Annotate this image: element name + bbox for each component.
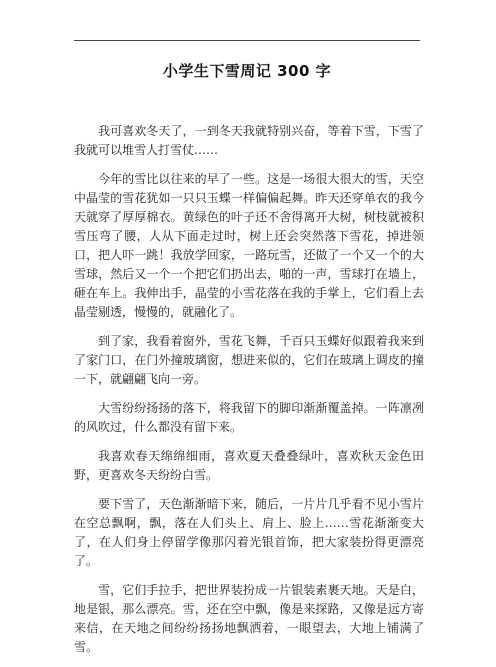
- paragraph: 我可喜欢冬天了，一到冬天我就特别兴奋，等着下雪，下雪了我就可以堆雪人打雪仗……: [74, 124, 424, 157]
- document-title: 小学生下雪周记 300 字: [162, 62, 332, 80]
- paragraph: 雪，它们手拉手，把世界装扮成一片银装素裹天地。天是白，地是银，那么漂亮。雪，还在空中飘，像是来探路，又像是远方寄来信，在天地之间纷纷扬扬地飘洒着，一眼望去，大地上铺满了雪。: [74, 583, 424, 654]
- paragraph: 我喜欢春天绵绵细雨，喜欢夏天叠叠绿叶，喜欢秋天金色田野，更喜欢冬天纷纷白雪。: [74, 449, 424, 482]
- paragraph: 今年的雪比以往来的早了一些。这是一场很大很大的雪，天空中晶莹的雪花犹如一只只玉蝶一样偏偏起舞。昨天还穿单衣的我今天就穿了厚厚棉衣。黄绿色的叶子还不舍得离开大树，树枝就被积雪压弯了腰，人从下面走过时，树上还会突然落下雪花，掉进领口，把人吓一跳！我放学回家，一路玩雪，还做了一个又一个的大雪球，然后又一个一个把它们扔出去，啪的一声，雪球打在墙上，砸在车上。我伸出手，晶莹的小雪花落在我的手掌上，它们看上去晶莹剔透，慢慢的，就融化了。: [74, 172, 424, 319]
- document-body: [74, 122, 424, 667]
- paragraph: 要下雪了，天色渐渐暗下来，随后，一片片几乎看不见小雪片在空总飘啊，飘，落在人们头上、肩上、脸上……雪花渐渐变大了，在人们身上停留学像那闪着光银首饰，把大家装扮得更漂亮了。: [74, 497, 424, 568]
- paragraph: 到了家，我看着窗外，雪花飞舞，千百只玉蝶好似跟着我来到了家门口，在门外撞玻璃窗，想进来似的，它们在玻璃上调皮的撞一下，就翩翩飞向一旁。: [74, 334, 424, 386]
- paragraph: 大雪纷纷扬扬的落下，将我留下的脚印渐渐覆盖掉。一阵凛冽的风吹过，什么都没有留下来。: [74, 401, 424, 434]
- header-rule: [74, 40, 420, 41]
